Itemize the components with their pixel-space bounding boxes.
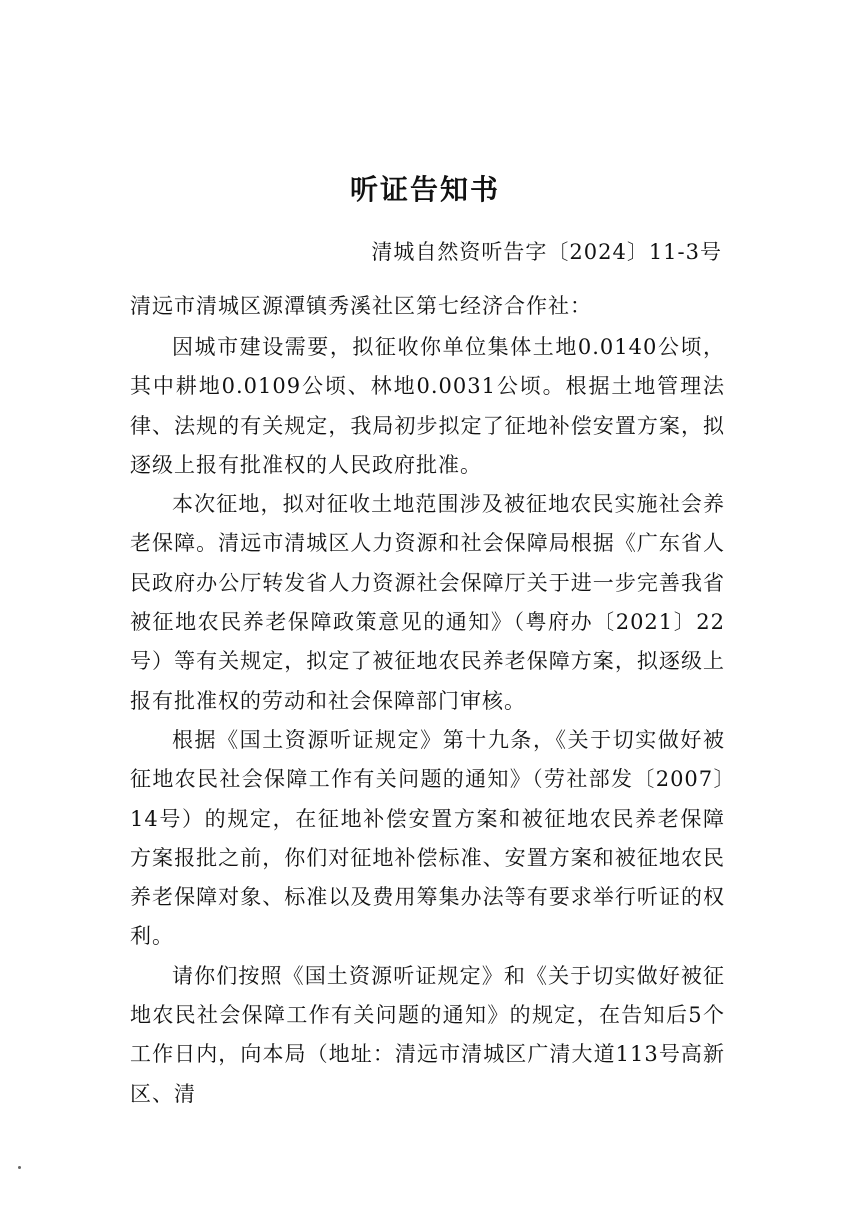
document-title: 听证告知书	[349, 173, 500, 206]
scan-speck	[18, 1166, 21, 1169]
paragraph-pension-security: 本次征地，拟对征收土地范围涉及被征地农民实施社会养老保障。清远市清城区人力资源和社会保障局根据《广东省人民政府办公厅转发省人力资源社会保障厅关于进一步完善我省被征地农民养老保障政策意见的通知》（粤府办〔2021〕22号）等有关规定，拟定了被征地农民养老保障方案，拟逐级上报有批准权的劳动和社会保障部门审核。	[130, 492, 725, 713]
document-number: 清城自然资听告字〔2024〕11-3号	[371, 240, 722, 264]
document-body	[130, 328, 725, 1114]
paragraph-hearing-rights: 根据《国土资源听证规定》第十九条，《关于切实做好被征地农民社会保障工作有关问题的通知》（劳社部发〔2007〕14号）的规定，在征地补偿安置方案和被征地农民养老保障方案报批之前，你们对征地补偿标准、安置方案和被征地农民养老保障对象、标准以及费用筹集办法等有要求举行听证的权利。	[130, 727, 725, 949]
addressee: 清远市清城区源潭镇秀溪社区第七经济合作社：	[130, 294, 592, 318]
paragraph-land-acquisition: 因城市建设需要，拟征收你单位集体土地0.0140公顷，其中耕地0.0109公顷、林地0.0031公顷。根据土地管理法律、法规的有关规定，我局初步拟定了征地补偿安置方案，拟逐级上报有批准权的人民政府批准。	[130, 335, 725, 477]
paragraph-hearing-request: 请你们按照《国土资源听证规定》和《关于切实做好被征地农民社会保障工作有关问题的通知》的规定，在告知后5个工作日内，向本局（地址：清远市清城区广清大道113号高新区、清	[130, 963, 725, 1106]
